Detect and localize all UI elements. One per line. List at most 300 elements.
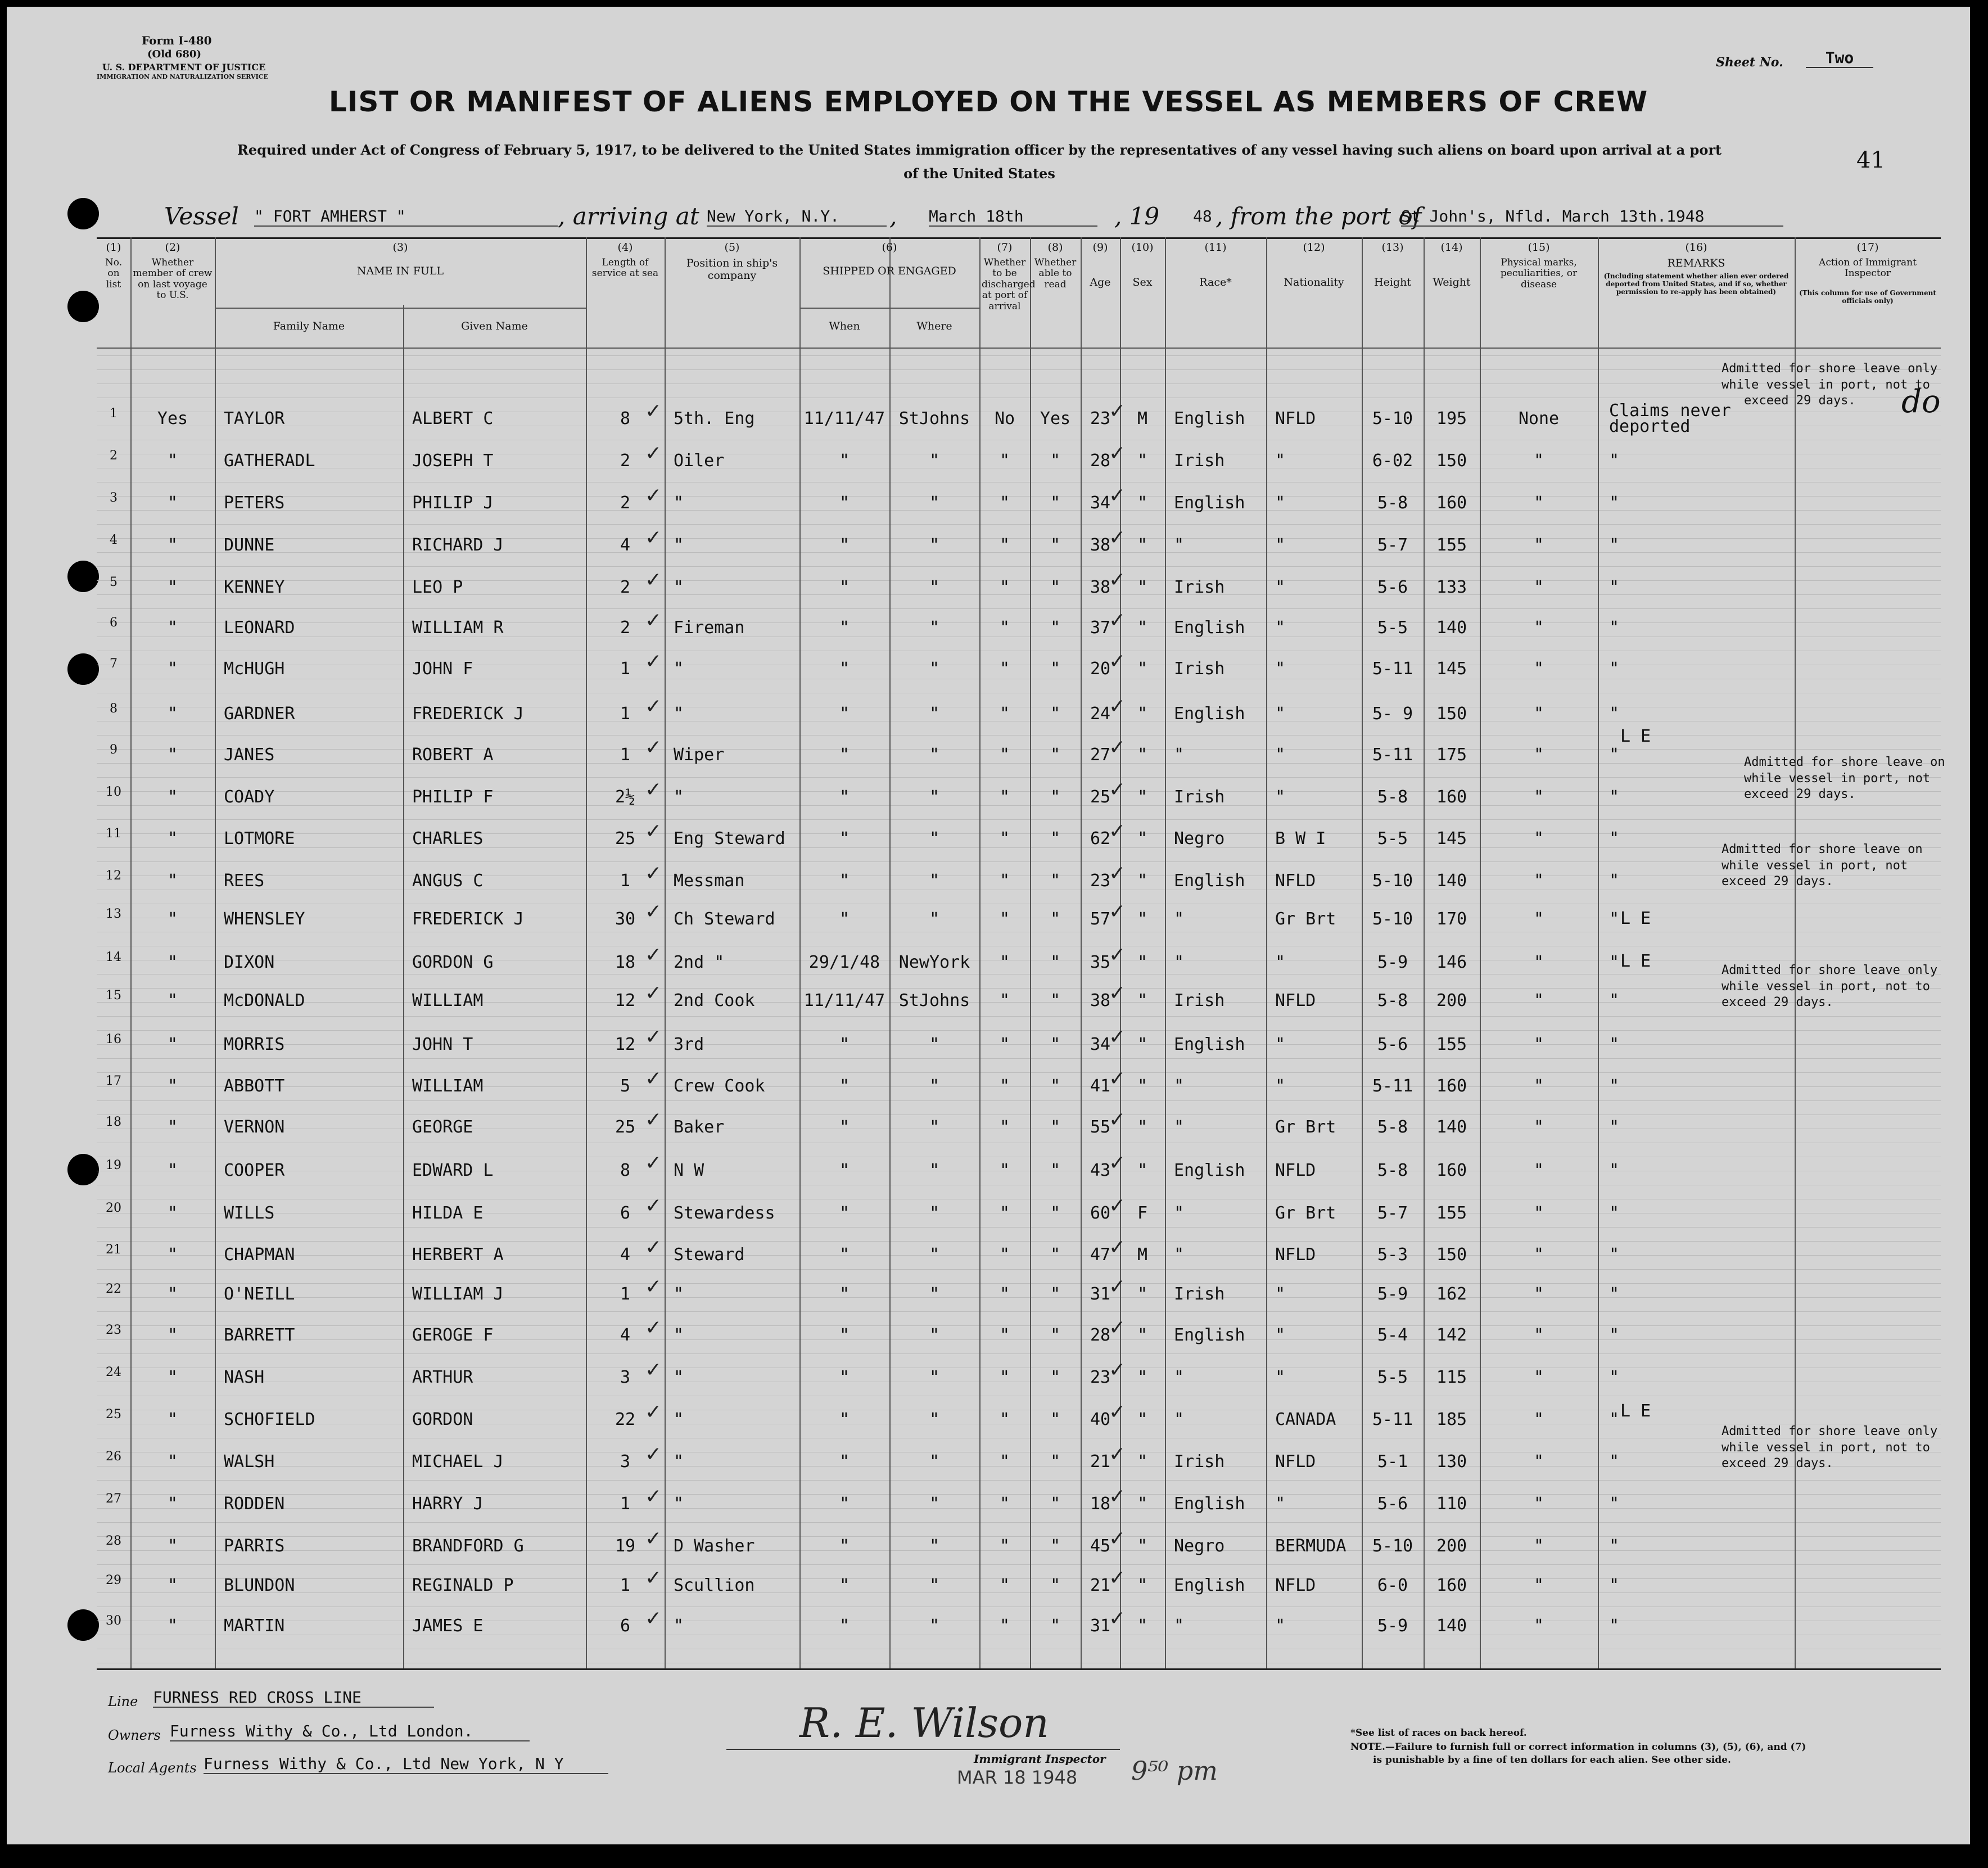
weight-cell: 162	[1436, 1284, 1467, 1304]
given-name-cell: LEO P	[412, 577, 463, 597]
annotation-line: exceed 29 days.	[1722, 1456, 1833, 1471]
column-header	[1266, 242, 1362, 289]
physical-marks-cell: "	[1533, 829, 1544, 849]
family-name-cell: McHUGH	[224, 659, 285, 679]
given-name-cell: CHARLES	[412, 829, 484, 849]
check-mark: ✓	[1109, 568, 1126, 592]
remarks-cell: "	[1609, 745, 1620, 765]
remarks-cell: "	[1609, 535, 1620, 555]
no-on-list-cell: 17	[106, 1074, 121, 1088]
no-on-list-cell: 14	[106, 950, 121, 964]
family-name-cell: KENNEY	[224, 577, 285, 597]
shipped-where-cell: "	[929, 829, 940, 849]
able-to-read-cell: "	[1050, 1410, 1061, 1429]
last-voyage-cell: Yes	[157, 409, 188, 428]
no-on-list-cell: 8	[110, 702, 118, 716]
height-cell: 5-5	[1377, 618, 1408, 638]
sex-cell: "	[1137, 787, 1148, 807]
shipped-when-cell: "	[839, 577, 850, 597]
discharged-cell: "	[999, 1616, 1010, 1636]
no-on-list-cell: 16	[106, 1032, 121, 1046]
age-cell: 35	[1090, 953, 1111, 972]
physical-marks-cell: "	[1533, 745, 1544, 765]
check-mark: ✓	[645, 1275, 662, 1298]
column-label: Physical marks, peculiarities, or disease	[1500, 256, 1578, 290]
punch-hole	[67, 1609, 99, 1641]
age-cell: 23	[1090, 871, 1111, 891]
ruled-line	[97, 1227, 1941, 1228]
page-number: 41	[1856, 147, 1885, 173]
table-row	[97, 820, 1795, 851]
discharged-cell: "	[999, 1161, 1010, 1180]
remarks-cell: "	[1609, 1576, 1620, 1595]
discharged-cell: "	[999, 1494, 1010, 1514]
position-cell: "	[674, 1452, 684, 1472]
punch-hole	[67, 291, 99, 322]
physical-marks-cell: "	[1533, 1410, 1544, 1429]
given-name-cell: JOHN T	[412, 1035, 473, 1054]
subheader-given: Given Name	[461, 320, 528, 332]
weight-cell: 140	[1436, 1616, 1467, 1636]
check-mark: ✓	[1109, 1485, 1126, 1508]
physical-marks-cell: "	[1533, 1076, 1544, 1096]
check-mark: ✓	[645, 1443, 662, 1466]
no-on-list-cell: 21	[106, 1243, 121, 1257]
given-name-cell: GEROGE F	[412, 1325, 494, 1345]
service-years-cell: 1	[620, 659, 631, 679]
weight-cell: 115	[1436, 1368, 1467, 1387]
table-row	[97, 1567, 1795, 1598]
nationality-cell: NFLD	[1275, 409, 1316, 428]
remarks-cell: "	[1609, 618, 1620, 638]
shipped-where-cell: StJohns	[898, 409, 970, 428]
age-cell: 57	[1090, 909, 1111, 929]
discharged-cell: "	[999, 1325, 1010, 1345]
table-top-rule	[97, 237, 1941, 239]
remarks-cell: "	[1609, 1616, 1620, 1636]
shipped-when-cell: "	[839, 1161, 850, 1180]
ruled-line	[97, 1480, 1941, 1481]
shipped-where-cell: "	[929, 535, 940, 555]
weight-cell: 150	[1436, 451, 1467, 471]
table-row	[97, 1485, 1795, 1517]
annotation-line: while vessel in port, not to	[1722, 377, 1930, 392]
line-value: FURNESS RED CROSS LINE	[153, 1688, 434, 1708]
discharged-cell: "	[999, 535, 1010, 555]
height-cell: 6-0	[1377, 1576, 1408, 1595]
remarks-cell: "	[1609, 1410, 1620, 1429]
age-cell: 41	[1090, 1076, 1111, 1096]
shipped-when-cell: "	[839, 493, 850, 513]
height-cell: 5-5	[1377, 1368, 1408, 1387]
discharged-cell: No	[994, 409, 1015, 428]
punch-hole	[67, 653, 99, 685]
family-name-cell: BLUNDON	[224, 1576, 295, 1595]
date-stamp: MAR 18 1948	[957, 1767, 1078, 1788]
check-mark: ✓	[1109, 944, 1126, 967]
remarks-cell: "	[1609, 577, 1620, 597]
shipped-where-cell: "	[929, 704, 940, 724]
last-voyage-cell: "	[167, 1576, 178, 1595]
annotation-line: while vessel in port, not	[1722, 858, 1908, 873]
weight-cell: 142	[1436, 1325, 1467, 1345]
service-years-cell: 1	[620, 1576, 631, 1595]
race-cell: Negro	[1174, 829, 1225, 849]
nationality-cell: CANADA	[1275, 1410, 1336, 1429]
height-cell: 5- 9	[1372, 704, 1413, 724]
shipped-where-cell: "	[929, 1245, 940, 1265]
able-to-read-cell: "	[1050, 1494, 1061, 1514]
discharged-cell: "	[999, 1284, 1010, 1304]
discharged-cell: "	[999, 1076, 1010, 1096]
last-voyage-cell: "	[167, 1161, 178, 1180]
height-cell: 5-8	[1377, 1117, 1408, 1137]
height-cell: 5-11	[1372, 1076, 1413, 1096]
column-number: (4)	[617, 241, 633, 254]
position-cell: "	[674, 704, 684, 724]
sex-cell: "	[1137, 493, 1148, 513]
age-cell: 34	[1090, 493, 1111, 513]
age-cell: 45	[1090, 1536, 1111, 1556]
service-years-cell: 1	[620, 871, 631, 891]
vessel-label: Vessel	[164, 202, 239, 230]
nationality-cell: "	[1275, 1325, 1286, 1345]
sheet-label: Sheet No.	[1716, 55, 1783, 70]
no-on-list-cell: 15	[106, 989, 121, 1003]
race-cell: "	[1174, 1076, 1185, 1096]
age-cell: 20	[1090, 659, 1111, 679]
annotation-shore-leave-5	[1722, 1424, 1937, 1472]
shipped-where-cell: "	[929, 1284, 940, 1304]
ruled-line	[97, 861, 1941, 862]
form-number: Form I-480	[142, 34, 212, 47]
check-mark: ✓	[645, 1485, 662, 1508]
check-mark: ✓	[645, 944, 662, 967]
ruled-line	[97, 355, 1941, 356]
check-mark: ✓	[645, 400, 662, 423]
annotation-line: exceed 29 days.	[1744, 787, 1856, 802]
sex-cell: "	[1137, 451, 1148, 471]
able-to-read-cell: "	[1050, 1161, 1061, 1180]
nationality-cell: NFLD	[1275, 1245, 1316, 1265]
family-name-cell: CHAPMAN	[224, 1245, 295, 1265]
family-name-cell: MORRIS	[224, 1035, 285, 1054]
no-on-list-cell: 5	[110, 575, 118, 589]
table-row	[97, 650, 1795, 682]
age-cell: 60	[1090, 1203, 1111, 1223]
height-cell: 5-8	[1377, 1161, 1408, 1180]
table-row	[97, 1316, 1795, 1348]
given-name-cell: FREDERICK J	[412, 704, 524, 724]
service-years-cell: 8	[620, 409, 631, 428]
weight-cell: 130	[1436, 1452, 1467, 1472]
sex-cell: "	[1137, 1536, 1148, 1556]
sex-cell: "	[1137, 871, 1148, 891]
shipped-when-cell: "	[839, 451, 850, 471]
table-row	[97, 944, 1795, 975]
manifest-sheet	[7, 7, 1970, 1844]
age-cell: 18	[1090, 1494, 1111, 1514]
race-cell: English	[1174, 1325, 1245, 1345]
sex-cell: "	[1137, 953, 1148, 972]
last-voyage-cell: "	[167, 1035, 178, 1054]
physical-marks-cell: "	[1533, 451, 1544, 471]
weight-cell: 146	[1436, 953, 1467, 972]
last-voyage-cell: "	[167, 704, 178, 724]
nationality-cell: "	[1275, 787, 1286, 807]
age-cell: 31	[1090, 1616, 1111, 1636]
column-header	[1120, 242, 1165, 289]
check-mark: ✓	[645, 526, 662, 549]
shipped-where-cell: "	[929, 659, 940, 679]
able-to-read-cell: "	[1050, 1536, 1061, 1556]
discharged-cell: "	[999, 493, 1010, 513]
position-cell: Crew Cook	[674, 1076, 765, 1096]
shipped-when-cell: "	[839, 745, 850, 765]
physical-marks-cell: "	[1533, 1245, 1544, 1265]
given-name-cell: WILLIAM	[412, 991, 484, 1010]
discharged-cell: "	[999, 1536, 1010, 1556]
service-years-cell: 1	[620, 704, 631, 724]
check-mark: ✓	[645, 1401, 662, 1424]
able-to-read-cell: "	[1050, 871, 1061, 891]
able-to-read-cell: "	[1050, 577, 1061, 597]
subheader-rule	[799, 308, 979, 309]
physical-marks-cell: None	[1518, 409, 1560, 428]
agents-label: Local Agents	[108, 1760, 197, 1776]
race-cell: English	[1174, 493, 1245, 513]
last-voyage-cell: "	[167, 1616, 178, 1636]
last-voyage-cell: "	[167, 1245, 178, 1265]
table-bottom-rule	[97, 1668, 1941, 1670]
given-name-cell: ANGUS C	[412, 871, 484, 891]
column-header	[799, 242, 979, 278]
no-on-list-cell: 3	[110, 491, 118, 505]
height-cell: 5-8	[1377, 991, 1408, 1010]
race-cell: "	[1174, 909, 1185, 929]
ruled-line	[97, 777, 1941, 778]
remarks-cell: "	[1609, 829, 1620, 849]
sex-cell: "	[1137, 704, 1148, 724]
able-to-read-cell: "	[1050, 1325, 1061, 1345]
shipped-where-cell: "	[929, 1576, 940, 1595]
no-on-list-cell: 4	[110, 533, 118, 547]
check-mark: ✓	[645, 568, 662, 592]
annotation-line: while vessel in port, not to	[1722, 1440, 1930, 1455]
nationality-cell: NFLD	[1275, 991, 1316, 1010]
position-cell: Baker	[674, 1117, 725, 1137]
check-mark: ✓	[1109, 1275, 1126, 1298]
height-cell: 5-8	[1377, 787, 1408, 807]
discharged-cell: "	[999, 1203, 1010, 1223]
last-voyage-cell: "	[167, 1494, 178, 1514]
height-cell: 5-8	[1377, 493, 1408, 513]
family-name-cell: GARDNER	[224, 704, 295, 724]
annotation-line: while vessel in port, not	[1744, 771, 1931, 786]
given-name-cell: FREDERICK J	[412, 909, 524, 929]
physical-marks-cell: "	[1533, 659, 1544, 679]
table-row	[97, 1067, 1795, 1099]
arriving-port: New York, N.Y.	[707, 207, 887, 227]
shipped-when-cell: "	[839, 1368, 850, 1387]
service-years-cell: 3	[620, 1368, 631, 1387]
family-name-cell: DUNNE	[224, 535, 275, 555]
punch-hole	[67, 1154, 99, 1185]
sex-cell: "	[1137, 535, 1148, 555]
service-years-cell: 19	[615, 1536, 636, 1556]
last-voyage-cell: "	[167, 745, 178, 765]
nationality-cell: NFLD	[1275, 871, 1316, 891]
shipped-when-cell: "	[839, 618, 850, 638]
able-to-read-cell: "	[1050, 745, 1061, 765]
last-voyage-cell: "	[167, 618, 178, 638]
weight-cell: 175	[1436, 745, 1467, 765]
sheet-value: Two	[1806, 48, 1873, 68]
remarks-note: (Including statement whether alien ever ordered deported from United States, and if so, whether permission to re-apply has been obtained)	[1603, 272, 1789, 296]
table-row	[97, 1026, 1795, 1057]
check-mark: ✓	[1109, 1194, 1126, 1217]
no-on-list-cell: 27	[106, 1492, 121, 1506]
shipped-where-cell: "	[929, 1117, 940, 1137]
check-mark: ✓	[1109, 982, 1126, 1005]
given-name-cell: GEORGE	[412, 1117, 473, 1137]
given-name-cell: JOSEPH T	[412, 451, 494, 471]
sex-cell: M	[1137, 1245, 1148, 1265]
position-cell: 5th. Eng	[674, 409, 755, 428]
remarks-cell: "	[1609, 493, 1620, 513]
table-row	[97, 1275, 1795, 1307]
able-to-read-cell: "	[1050, 953, 1061, 972]
no-on-list-cell: 20	[106, 1201, 121, 1215]
given-name-cell: HARRY J	[412, 1494, 484, 1514]
owners-value: Furness Withy & Co., Ltd London.	[170, 1722, 530, 1741]
given-name-cell: HERBERT A	[412, 1245, 504, 1265]
shipped-where-cell: "	[929, 871, 940, 891]
given-name-cell: WILLIAM	[412, 1076, 484, 1096]
column-header	[97, 242, 130, 290]
check-mark: ✓	[1109, 1607, 1126, 1630]
ruled-line	[97, 566, 1941, 567]
check-mark: ✓	[1109, 1026, 1126, 1049]
shipped-when-cell: "	[839, 829, 850, 849]
department: U. S. DEPARTMENT OF JUSTICE	[102, 62, 266, 73]
able-to-read-cell: "	[1050, 451, 1061, 471]
discharged-cell: "	[999, 1452, 1010, 1472]
physical-marks-cell: "	[1533, 1536, 1544, 1556]
position-cell: "	[674, 535, 684, 555]
service-years-cell: 25	[615, 829, 636, 849]
position-cell: "	[674, 1616, 684, 1636]
sex-cell: "	[1137, 659, 1148, 679]
shipped-where-cell: "	[929, 1452, 940, 1472]
service-years-cell: 1	[620, 745, 631, 765]
nationality-cell: "	[1275, 535, 1286, 555]
table-row	[97, 778, 1795, 810]
able-to-read-cell: "	[1050, 618, 1061, 638]
last-voyage-cell: "	[167, 991, 178, 1010]
family-name-cell: TAYLOR	[224, 409, 285, 428]
weight-cell: 145	[1436, 659, 1467, 679]
remarks-cell: "	[1609, 1325, 1620, 1345]
table-row	[97, 900, 1795, 932]
nationality-cell: "	[1275, 493, 1286, 513]
age-cell: 21	[1090, 1452, 1111, 1472]
family-name-cell: WILLS	[224, 1203, 275, 1223]
column-header	[1030, 242, 1081, 290]
nationality-cell: B W I	[1275, 829, 1326, 849]
shipped-when-cell: "	[839, 1536, 850, 1556]
shipped-when-cell: "	[839, 1117, 850, 1137]
age-cell: 27	[1090, 745, 1111, 765]
physical-marks-cell: "	[1533, 1616, 1544, 1636]
column-number: (6)	[882, 241, 897, 254]
remarks-cell: "	[1609, 1284, 1620, 1304]
given-name-cell: ROBERT A	[412, 745, 494, 765]
discharged-cell: "	[999, 829, 1010, 849]
from-port: St John's, Nfld. March 13th.1948	[1401, 207, 1783, 227]
discharged-cell: "	[999, 577, 1010, 597]
family-name-cell: WHENSLEY	[224, 909, 305, 929]
nationality-cell: BERMUDA	[1275, 1536, 1347, 1556]
age-cell: 37	[1090, 618, 1111, 638]
ruled-line	[97, 1522, 1941, 1523]
service-years-cell: 2	[620, 618, 631, 638]
given-name-cell: PHILIP J	[412, 493, 494, 513]
check-mark: ✓	[1109, 736, 1126, 759]
family-name-cell: REES	[224, 871, 265, 891]
column-number: (7)	[997, 241, 1013, 254]
no-on-list-cell: 23	[106, 1323, 121, 1337]
position-cell: "	[674, 1325, 684, 1345]
able-to-read-cell: "	[1050, 787, 1061, 807]
check-mark: ✓	[1109, 609, 1126, 632]
table-row	[97, 526, 1795, 558]
check-mark: ✓	[1109, 1527, 1126, 1550]
column-label: Position in ship's company	[686, 256, 778, 282]
height-cell: 5-9	[1377, 1616, 1408, 1636]
service-years-cell: 1	[620, 1494, 631, 1514]
check-mark: ✓	[1109, 484, 1126, 507]
weight-cell: 150	[1436, 704, 1467, 724]
service-years-cell: 18	[615, 953, 636, 972]
service-years-cell: 6	[620, 1203, 631, 1223]
race-cell: English	[1174, 1035, 1245, 1054]
shipped-where-cell: "	[929, 787, 940, 807]
table-row	[97, 862, 1795, 894]
column-label: No. on list	[105, 256, 123, 290]
ruled-line	[97, 1058, 1941, 1059]
service-years-cell: 2	[620, 451, 631, 471]
remarks-cell: "	[1609, 991, 1620, 1010]
height-cell: 5-11	[1372, 1410, 1413, 1429]
no-on-list-cell: 11	[106, 827, 121, 841]
weight-cell: 155	[1436, 1203, 1467, 1223]
age-cell: 28	[1090, 451, 1111, 471]
subtitle-line2: of the United States	[903, 165, 1055, 182]
shipped-when-cell: "	[839, 1616, 850, 1636]
nationality-cell: NFLD	[1275, 1452, 1316, 1472]
sex-cell: "	[1137, 745, 1148, 765]
weight-cell: 155	[1436, 535, 1467, 555]
able-to-read-cell: "	[1050, 1452, 1061, 1472]
check-mark: ✓	[1109, 650, 1126, 673]
vessel-name: " FORT AMHERST "	[254, 207, 558, 227]
check-mark: ✓	[645, 484, 662, 507]
ruled-line	[97, 1353, 1941, 1354]
family-name-cell: GATHERADL	[224, 451, 315, 471]
position-cell: Wiper	[674, 745, 725, 765]
shipped-where-cell: "	[929, 745, 940, 765]
